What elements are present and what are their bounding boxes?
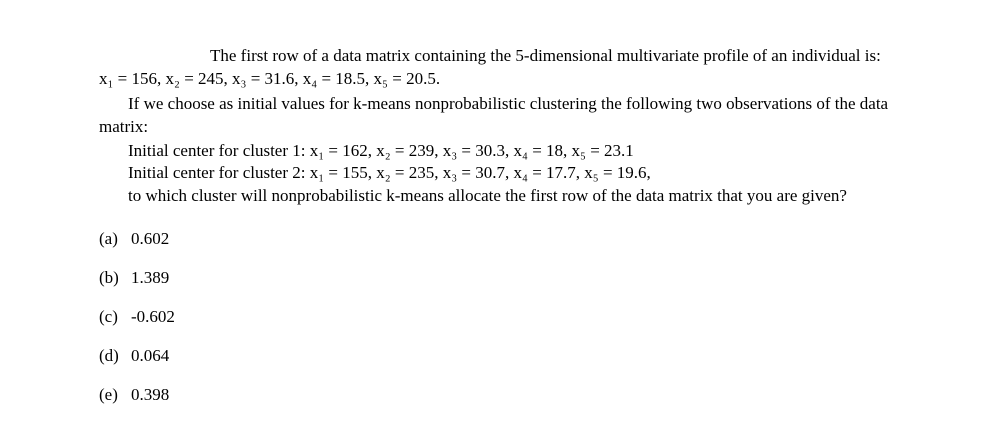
option-value: -0.602 (131, 307, 175, 326)
intro-line-1: The first row of a data matrix containing the 5-dimensional multivariate profile of an individual is: (210, 46, 881, 65)
option-value: 0.064 (131, 346, 170, 365)
option-d[interactable] (99, 346, 169, 366)
question-prompt: to which cluster will nonprobabilistic k-means allocate the first row of the data matrix that you are given? (128, 186, 847, 205)
option-label: (b) (99, 268, 119, 287)
cluster-1-center: Initial center for cluster 1: x₁ = 162, x₂ = 239, x₃ = 30.3, x₄ = 18, x₅ = 23.1 (128, 141, 634, 160)
option-b[interactable] (99, 268, 169, 288)
option-e[interactable] (99, 385, 169, 405)
option-value: 0.398 (131, 385, 170, 404)
option-label: (a) (99, 229, 118, 248)
option-label: (d) (99, 346, 119, 365)
intro-line-4: matrix: (99, 117, 149, 136)
profile-values: x₁ = 156, x₂ = 245, x₃ = 31.6, x₄ = 18.5, x₅ = 20.5. (99, 69, 441, 88)
option-a[interactable] (99, 229, 169, 249)
option-label: (c) (99, 307, 118, 326)
intro-line-3: If we choose as initial values for k-means nonprobabilistic clustering the following two observations of the data (128, 94, 889, 113)
option-label: (e) (99, 385, 118, 404)
option-value: 1.389 (131, 268, 170, 287)
option-c[interactable] (99, 307, 175, 327)
cluster-2-center: Initial center for cluster 2: x₁ = 155, x₂ = 235, x₃ = 30.7, x₄ = 17.7, x₅ = 19.6, (128, 163, 651, 182)
option-value: 0.602 (131, 229, 170, 248)
